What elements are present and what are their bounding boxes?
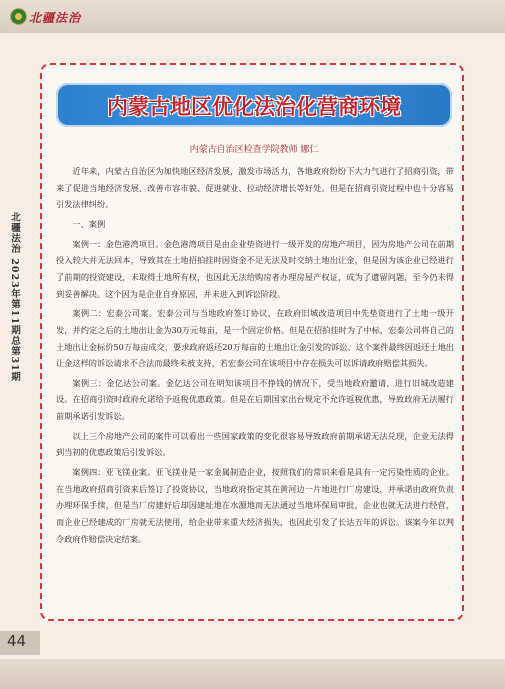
bottom-footer-bar bbox=[0, 659, 505, 689]
paragraph-case-2: 案例二：宏泰公司案。宏泰公司与当地政府签订协议，在政府旧城改造项目中先垫资进行了土地一级开发，并约定之后的土地出让金为30万元每亩，是一个固定价格。但是在招拍挂时为了中标，宏泰公司将自己的土地出让金标价50万每亩成交，要求政府返还20万每亩的土地出让金引发的诉讼。这个案件最终因返还土地出让金这样的诉讼请求不合法而最终未被支持，若宏泰公司在该项目中存在损失可以诉请政府赔偿其损失。 bbox=[56, 308, 454, 369]
masthead-title: 北疆法治 bbox=[29, 11, 82, 25]
spine-issue-text: 北疆法治 2023年第11期总第31期 bbox=[9, 212, 20, 383]
top-header-bar bbox=[0, 0, 505, 33]
paragraph-summary: 以上三个房地产公司的案件可以看出一些国家政策的变化很容易导致政府前期承诺无法兑现，企业无法得到当初的优惠政策后引发诉讼。 bbox=[56, 430, 454, 458]
title-banner bbox=[56, 83, 452, 127]
paragraph-case-3: 案例三：金亿达公司案。金亿达公司在明知该项目不挣钱的情况下，受当地政府邀请，进行旧城改造建设。在招商引资时政府允诺给予返税优惠政策。但是在后期国家出台规定不允许返税优惠，导致政府无法履行前期承诺引发诉讼。 bbox=[56, 377, 454, 422]
article-title: 内蒙古地区优化法治化营商环境 bbox=[107, 94, 401, 119]
paragraph-intro: 近年来，内蒙古自治区为加快地区经济发展，激发市场活力，各地政府纷纷下大力气进行了招商引资，带来了促进当地经济发展、改善市容市貌、促进就业、拉动经济增长等好处。但是在招商引资过程中也十分容易引发法律纠纷。 bbox=[56, 166, 454, 210]
emblem-icon bbox=[10, 8, 27, 25]
article-byline: 内蒙古自治区检查学院教师 娜仁 bbox=[189, 145, 319, 155]
paragraph-case-4: 案例四：亚飞镁业案。亚飞镁业是一家金属制造企业，按照我们的常识来看是具有一定污染性质的企业。在当地政府招商引资来后签订了投资协议，当地政府指定其在黄河边一片地进行厂房建设，并承诺由政府负责办理环保手续，但是当厂房建好后却因建址地在水源地而无法通过当地环保局审批，企业也就无法进行经营，而企业已经建成的厂房就无法使用，给企业带来重大经济损失，也因此引发了长达五年的诉讼。该案今年以判令政府作赔偿决定结案。 bbox=[56, 467, 454, 544]
article-body bbox=[56, 163, 454, 550]
page-number: 44 bbox=[7, 632, 27, 650]
section-heading: 一、案例 bbox=[72, 218, 106, 229]
paragraph-case-1: 案例一：金色港湾项目。金色港湾项目是由企业垫资进行一级开发的房地产项目，因为房地产公司在前期投入较大并无法回本，导致其在土地招拍挂时因资金不足无法及时交纳土地出让金，但是因为该企业已经进行了前期的投资建设，未取得土地所有权，也因此无法给购房者办理房屋产权证，成为了遗留问题，至今仍未得到妥善解决。这个因为是企业自身原因，并未进入到诉讼阶段。 bbox=[56, 238, 454, 299]
